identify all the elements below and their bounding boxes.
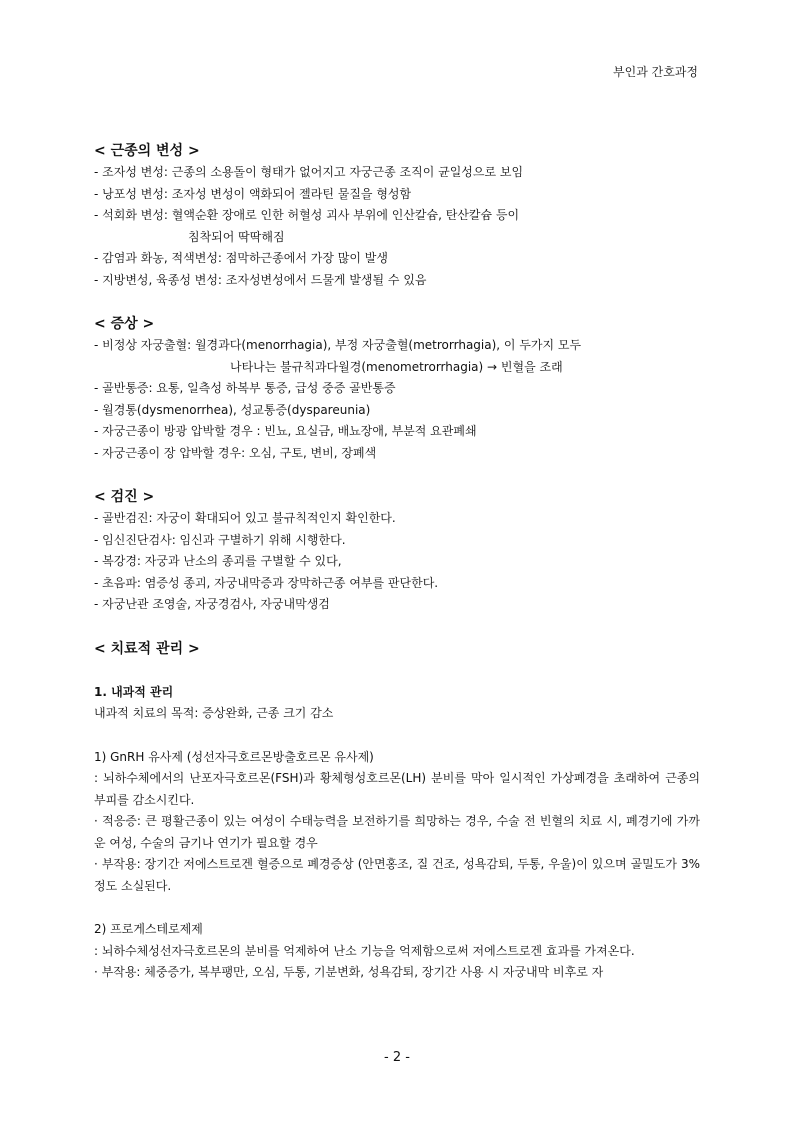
gnrh-title: 1) GnRH 유사제 (성선자극호르몬방출호르몬 유사제) (94, 749, 374, 764)
gnrh-description: : 뇌하수체에서의 난포자극호르몬(FSH)과 황체형성호르몬(LH) 분비를 막아 일시적인 가상폐경을 초래하여 근종의 부피를 감소시킨다. (94, 771, 700, 807)
list-item: - 비정상 자궁출혈: 월경과다(menorrhagia), 부정 자궁출혈(metrorrhagia), 이 두가지 모두 (94, 338, 582, 352)
section-title-examination: < 검진 > (94, 489, 155, 505)
list-item: - 석회화 변성: 혈액순환 장애로 인한 허혈성 괴사 부위에 인산칼슘, 탄산칼슘 등이 (94, 208, 520, 222)
section-title-treatment: < 치료적 관리 > (94, 640, 200, 657)
progesterone-title: 2) 프로게스테로제제 (94, 922, 203, 936)
gnrh-indication: · 적응증: 큰 평활근종이 있는 여성이 수태능력을 보전하기를 희망하는 경우, 수술 전 빈혈의 치료 시, 폐경기에 가까운 여성, 수술의 금기나 연기가 필요할 경우 (94, 814, 700, 850)
list-item: - 초음파: 염증성 종괴, 자궁내막증과 장막하근종 여부를 판단한다. (94, 575, 439, 590)
page-header: 부인과 간호과정 (613, 65, 698, 79)
list-item: - 임신진단검사: 임신과 구별하기 위해 시행한다. (94, 532, 346, 547)
treatment-goal: 내과적 치료의 목적: 증상완화, 근종 크기 감소 (94, 706, 334, 720)
list-item: - 월경통(dysmenorrhea), 성교통증(dyspareunia) (94, 402, 371, 417)
list-item: - 지방변성, 육종성 변성: 조자성변성에서 드물게 발생될 수 있음 (94, 272, 427, 287)
progesterone-side-effects: · 부작용: 체중증가, 복부팽만, 오심, 두통, 기분변화, 성욕감퇴, 장기간 사용 시 자궁내막 비후로 자 (94, 965, 604, 979)
list-item: - 낭포성 변성: 조자성 변성이 액화되어 젤라틴 물질을 형성함 (94, 186, 412, 201)
list-item: - 자궁난관 조영술, 자궁경검사, 자궁내막생검 (94, 597, 330, 611)
gnrh-side-effects: · 부작용: 장기간 저에스트로겐 혈증으로 폐경증상 (안면홍조, 질 건조, 성욕감퇴, 두통, 우울)이 있으며 골밀도가 3% 정도 소실된다. (94, 857, 700, 893)
list-item: - 감염과 화농, 적색변성: 점막하근종에서 가장 많이 발생 (94, 251, 388, 265)
document-body (94, 140, 700, 984)
list-item-continuation: 나타나는 불규칙과다월경(menometrorrhagia) → 빈혈을 조래 (230, 359, 563, 374)
section-title-symptoms: < 증상 > (94, 316, 155, 332)
list-item: - 조자성 변성: 근종의 소용돌이 형태가 없어지고 자궁근종 조직이 균일성으로 보임 (94, 165, 524, 179)
list-item: - 골반검진: 자궁이 확대되어 있고 불규칙적인지 확인한다. (94, 511, 396, 525)
section-title-degeneration: < 근종의 변성 > (94, 143, 200, 159)
subsection-title-medical: 1. 내과적 관리 (94, 684, 174, 699)
list-item: - 자궁근종이 방광 압박할 경우 : 빈뇨, 요실금, 배뇨장애, 부분적 요관폐쇄 (94, 424, 477, 438)
list-item: - 골반통증: 요통, 일측성 하복부 통증, 급성 중증 골반통증 (94, 381, 396, 395)
progesterone-description: : 뇌하수체성선자극호르몬의 분비를 억제하여 난소 기능을 억제함으로써 저에스트로겐 효과를 가져온다. (94, 943, 635, 958)
page-number: - 2 - (384, 1050, 410, 1065)
list-item: - 복강경: 자궁과 난소의 종괴를 구별할 수 있다, (94, 554, 342, 568)
list-item-continuation: 침착되어 딱딱해짐 (188, 229, 285, 244)
list-item: - 자궁근종이 장 압박할 경우: 오심, 구토, 변비, 장폐색 (94, 445, 377, 460)
